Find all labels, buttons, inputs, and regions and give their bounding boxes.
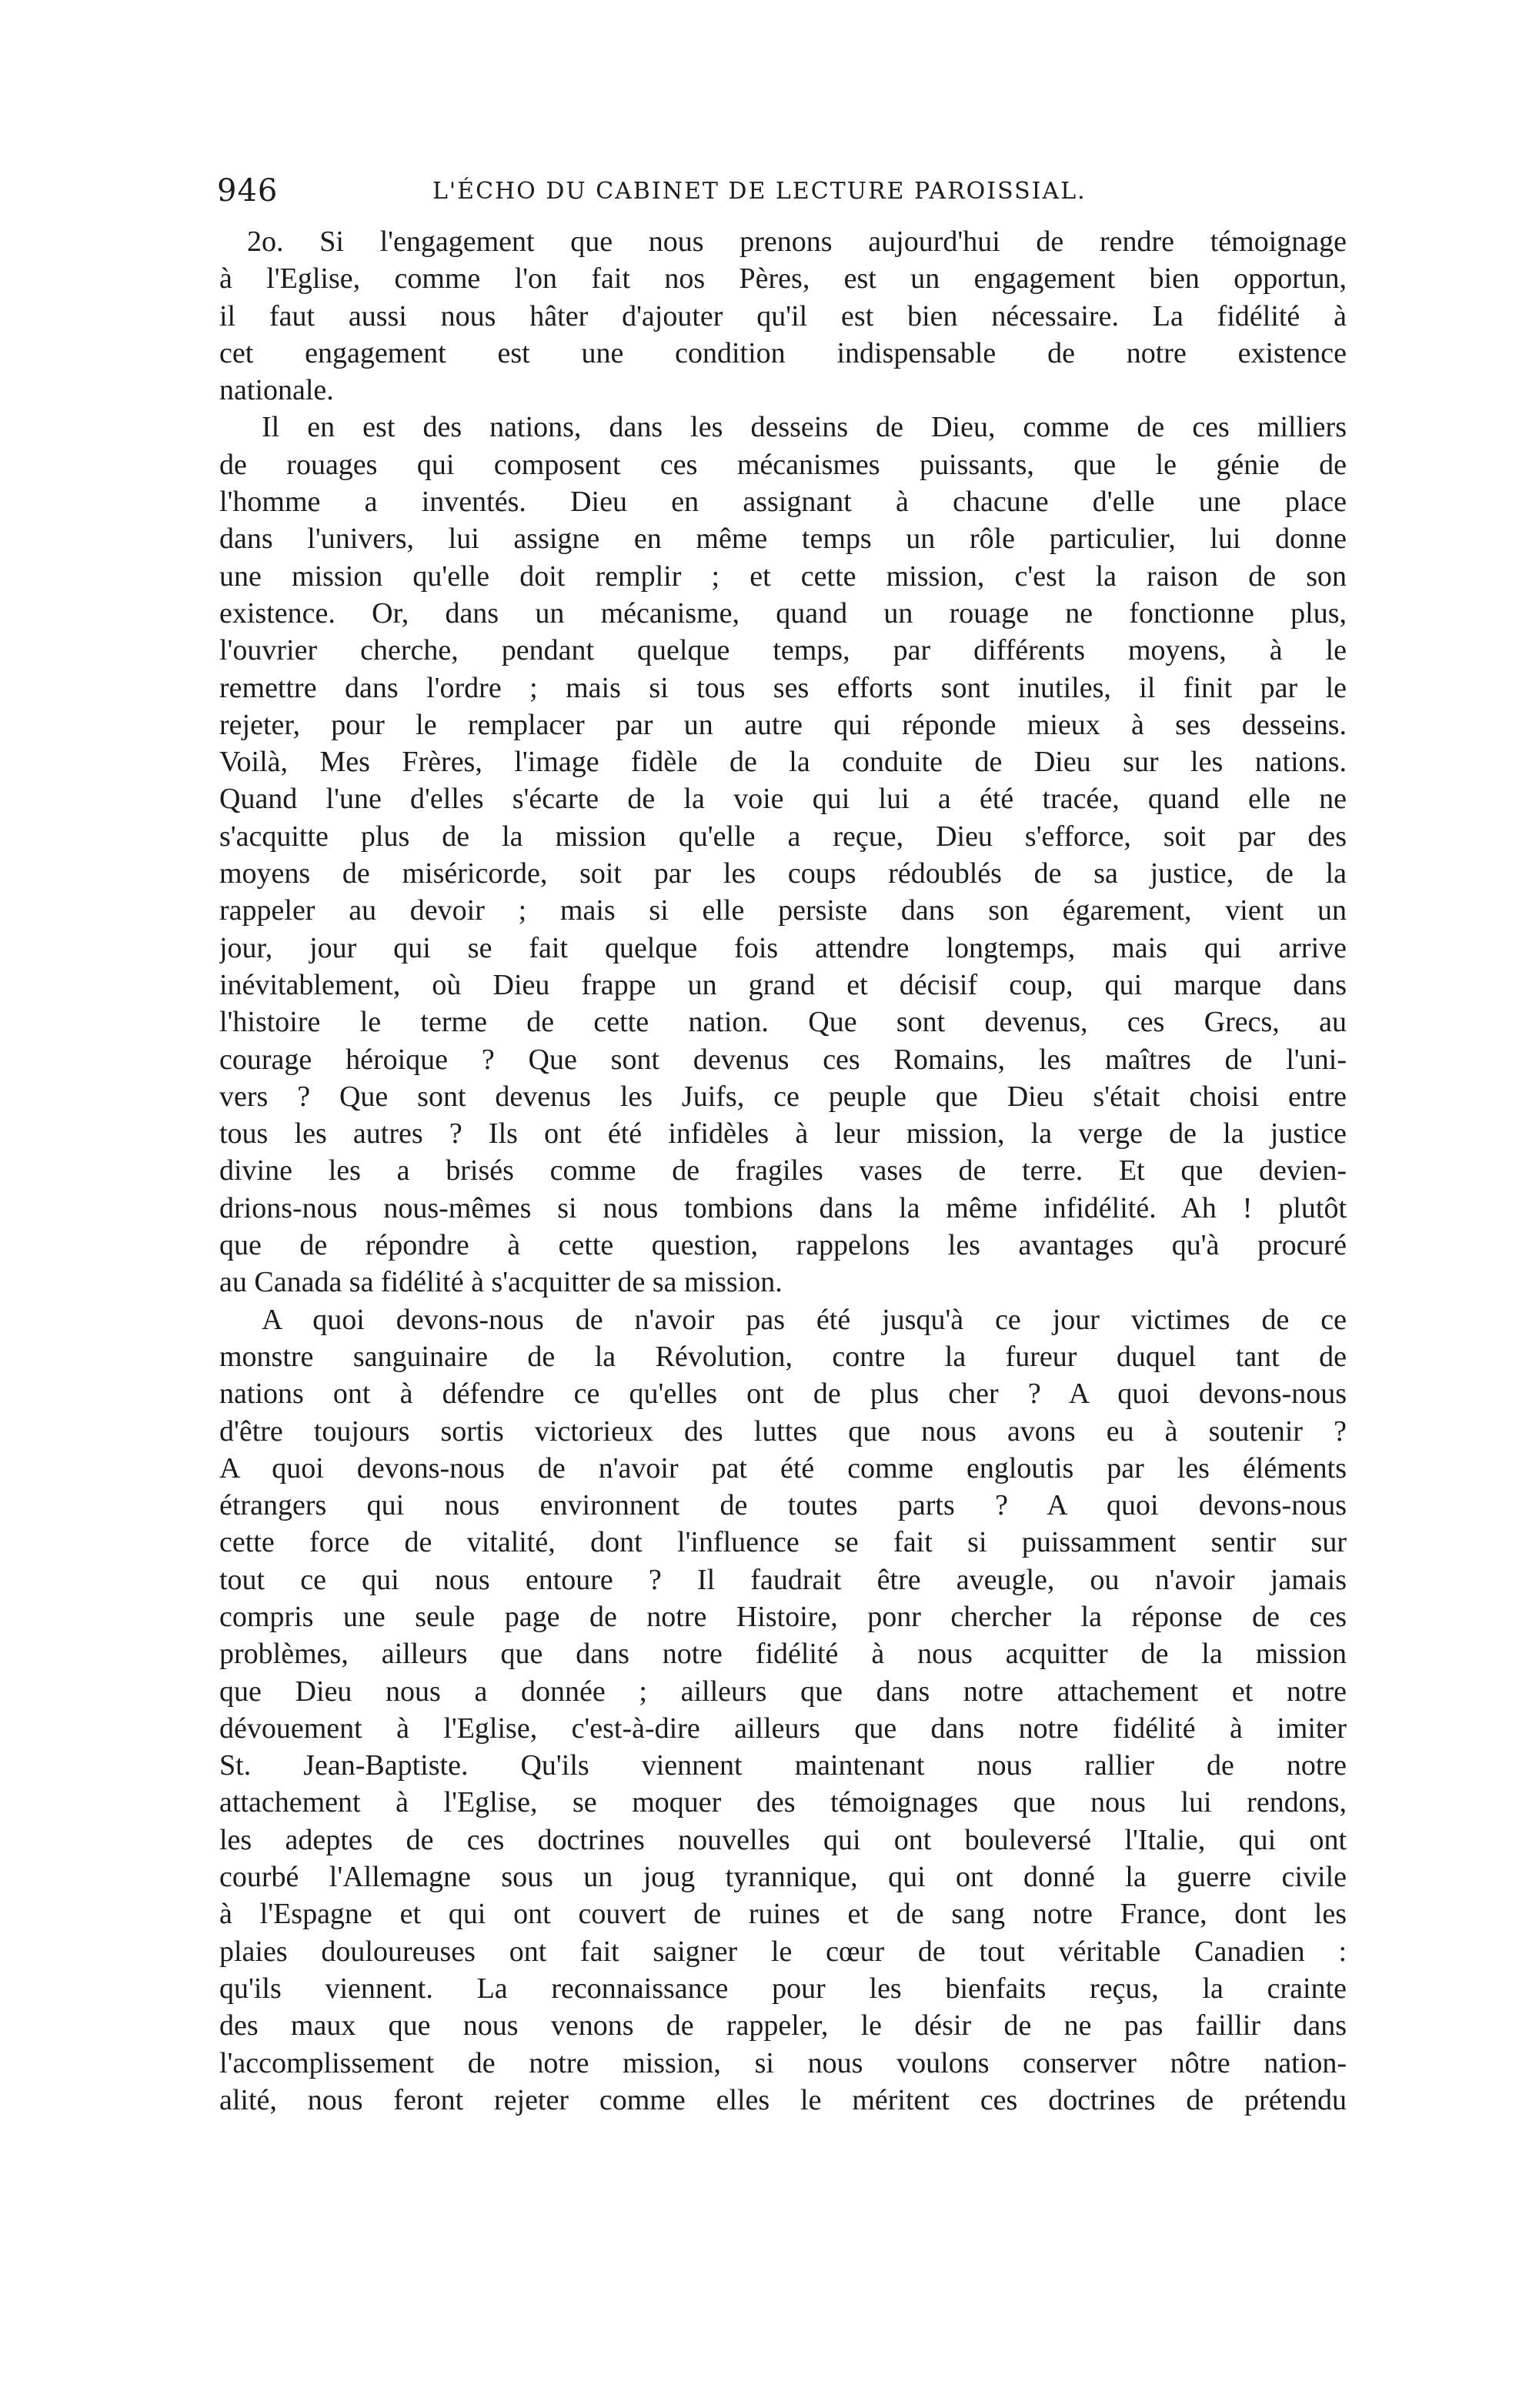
text-line: existence. Or, dans un mécanisme, quand un rouage ne fonctionne plus, [219,596,1347,630]
text-line: divine les a brisés comme de fragiles vases de terre. Et que devien- [219,1154,1347,1187]
text-line: Quand l'une d'elles s'écarte de la voie qui lui a été tracée, quand elle ne [219,783,1347,816]
text-line: que Dieu nous a donnée ; ailleurs que dans notre attachement et notre [219,1675,1347,1708]
text-line: moyens de miséricorde, soit par les coups rédoublés de sa justice, de la [219,857,1347,890]
text-line: Voilà, Mes Frères, l'image fidèle de la conduite de Dieu sur les nations. [219,746,1347,779]
text-line: il faut aussi nous hâter d'ajouter qu'il est bien nécessaire. La fidélité à [219,299,1347,332]
text-line: drions-nous nous-mêmes si nous tombions dans la même infidélité. Ah ! plutôt [219,1191,1347,1224]
text-line: l'homme a inventés. Dieu en assignant à chacune d'elle une place [219,486,1347,519]
text-line: une mission qu'elle doit remplir ; et cette mission, c'est la raison de son [219,559,1347,593]
running-title: L'ÉCHO DU CABINET DE LECTURE PAROISSIAL. [432,178,1087,205]
text-line: rappeler au devoir ; mais si elle persiste dans son égarement, vient un [219,894,1347,927]
body-text [219,223,1347,2119]
running-header [217,173,1333,219]
text-line: qu'ils viennent. La reconnaissance pour les bienfaits reçus, la crainte [219,1972,1347,2005]
text-line: courage héroique ? Que sont devenus ces Romains, les maîtres de l'uni- [219,1043,1347,1076]
text-line: attachement à l'Eglise, se moquer des témoignages que nous lui rendons, [219,1786,1347,1819]
text-line: tous les autres ? Ils ont été infidèles à leur mission, la verge de la justice [219,1117,1347,1151]
text-line: plaies douloureuses ont fait saigner le cœur de tout véritable Canadien : [219,1935,1347,1968]
text-line: tout ce qui nous entoure ? Il faudrait être aveugle, ou n'avoir jamais [219,1563,1347,1596]
text-line: jour, jour qui se fait quelque fois attendre longtemps, mais qui arrive [219,931,1347,964]
text-line: St. Jean-Baptiste. Qu'ils viennent maintenant nous rallier de notre [219,1749,1347,1782]
text-line: cet engagement est une condition indispensable de notre existence [219,336,1347,369]
text-line: nations ont à défendre ce qu'elles ont de plus cher ? A quoi devons-nous [219,1378,1347,1411]
text-line: Il en est des nations, dans les desseins de Dieu, comme de ces milliers [262,411,1347,444]
text-line: étrangers qui nous environnent de toutes parts ? A quoi devons-nous [219,1489,1347,1522]
text-line: au Canada sa fidélité à s'acquitter de sa mission. [219,1266,783,1299]
text-line: remettre dans l'ordre ; mais si tous ses efforts sont inutiles, il finit par le [219,671,1347,704]
page-number: 946 [217,173,279,209]
text-line: l'histoire le terme de cette nation. Que sont devenus, ces Grecs, au [219,1006,1347,1039]
text-line: de rouages qui composent ces mécanismes puissants, que le génie de [219,448,1347,481]
text-line: dans l'univers, lui assigne en même temps un rôle particulier, lui donne [219,523,1347,556]
text-line: A quoi devons-nous de n'avoir pat été comme engloutis par les éléments [219,1451,1347,1485]
text-line: cette force de vitalité, dont l'influence se fait si puissamment sentir sur [219,1526,1347,1559]
text-line: monstre sanguinaire de la Révolution, contre la fureur duquel tant de [219,1340,1347,1373]
text-line: d'être toujours sortis victorieux des luttes que nous avons eu à soutenir ? [219,1414,1347,1448]
text-line: A quoi devons-nous de n'avoir pas été jusqu'à ce jour victimes de ce [262,1303,1347,1336]
text-line: à l'Espagne et qui ont couvert de ruines et de sang notre France, dont les [219,1898,1347,1931]
text-line: les adeptes de ces doctrines nouvelles qui ont bouleversé l'Italie, qui ont [219,1823,1347,1856]
text-line: à l'Eglise, comme l'on fait nos Pères, est un engagement bien opportun, [219,262,1347,296]
text-line: que de répondre à cette question, rappelons les avantages qu'à procuré [219,1229,1347,1262]
text-line: vers ? Que sont devenus les Juifs, ce peuple que Dieu s'était choisi entre [219,1080,1347,1113]
text-line: compris une seule page de notre Histoire, ponr chercher la réponse de ces [219,1600,1347,1633]
text-line: 2o. Si l'engagement que nous prenons aujourd'hui de rendre témoignage [247,225,1347,258]
text-line: alité, nous feront rejeter comme elles le méritent ces doctrines de prétendu [219,2083,1347,2116]
text-line: inévitablement, où Dieu frappe un grand et décisif coup, qui marque dans [219,968,1347,1001]
text-line: courbé l'Allemagne sous un joug tyrannique, qui ont donné la guerre civile [219,1861,1347,1894]
text-line: l'ouvrier cherche, pendant quelque temps, par différents moyens, à le [219,634,1347,667]
text-line: nationale. [219,374,334,407]
text-line: des maux que nous venons de rappeler, le désir de ne pas faillir dans [219,2009,1347,2042]
text-line: l'accomplissement de notre mission, si nous voulons conserver nôtre nation- [219,2046,1347,2079]
text-line: s'acquitte plus de la mission qu'elle a reçue, Dieu s'efforce, soit par des [219,820,1347,853]
text-line: problèmes, ailleurs que dans notre fidélité à nous acquitter de la mission [219,1638,1347,1671]
text-line: dévouement à l'Eglise, c'est-à-dire ailleurs que dans notre fidélité à imiter [219,1712,1347,1745]
text-line: rejeter, pour le remplacer par un autre qui réponde mieux à ses desseins. [219,708,1347,741]
